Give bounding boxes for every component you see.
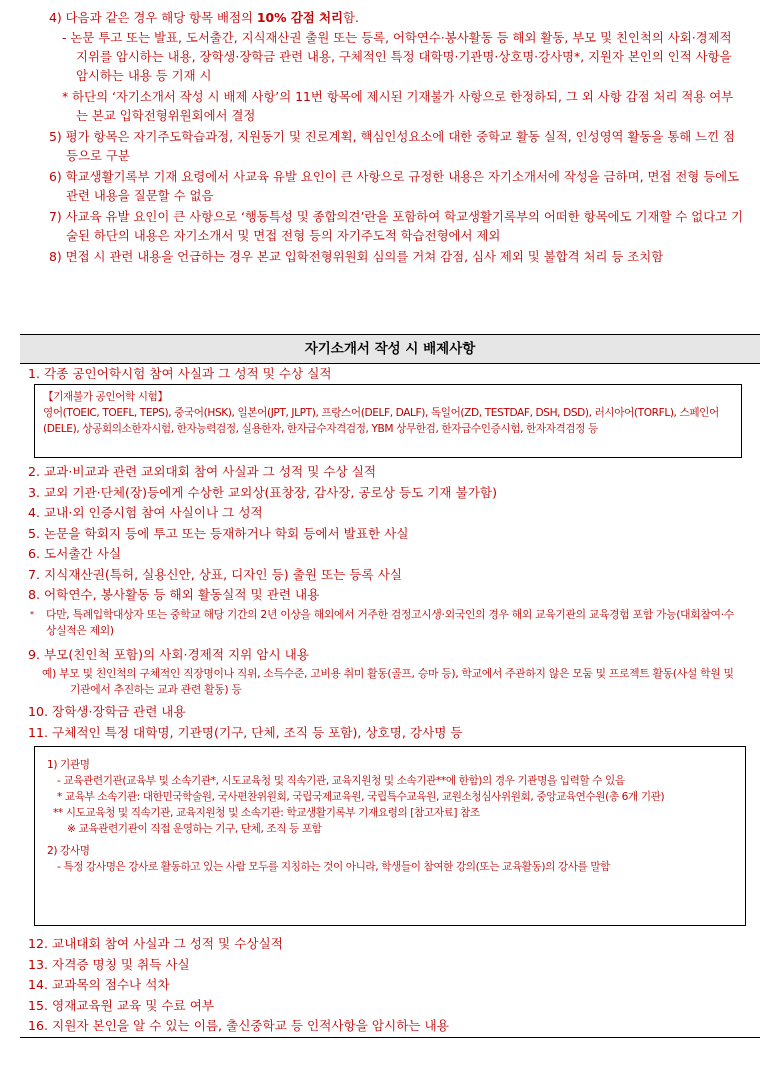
- list-item-6: 6. 도서출간 사실: [28, 546, 122, 561]
- list-item-8: 8. 어학연수, 봉사활동 등 해외 활동실적 및 관련 내용: [28, 587, 320, 602]
- instructor-heading: 2) 강사명: [47, 845, 90, 857]
- list-items-12-16: [28, 934, 748, 1036]
- list-items-2-8: [28, 462, 748, 605]
- section-title: 자기소개서 작성 시 배제사항: [20, 334, 760, 364]
- list-items-10-11: [28, 702, 748, 742]
- language-test-box: [34, 384, 742, 458]
- item-7: 7) 사교육 유발 요인이 큰 사항으로 ‘행동특성 및 종합의견’란을 포함하여 학교생활기록부의 어떠한 항목에도 기재할 수 없다고 기술된 하단의 내용은 자기소개서 및 면접 전형 등의 자기주도적 학습전형에서 제외: [49, 209, 744, 243]
- top-items: [36, 8, 744, 267]
- item-8: 8) 면접 시 관련 내용을 언급하는 경우 본교 입학전형위원회 심의를 거쳐 감점, 심사 제외 및 불합격 처리 등 조치함: [49, 249, 664, 264]
- list-item-1: 1. 각종 공인어학시험 참여 사실과 그 성적 및 수상 실적: [28, 366, 332, 381]
- list-item-11: 11. 구체적인 특정 대학명, 기관명(기구, 단체, 조직 등 포함), 상호명, 강사명 등: [28, 724, 463, 740]
- institution-note-a: - 교육관련기관(교육부 및 소속기관*, 시도교육청 및 직속기관, 교육지원청 및 소속기관**에 한함)의 경우 기관명을 입력할 수 있음: [57, 775, 625, 787]
- list-item-8-note-text: 다만, 특례입학대상자 또는 중학교 해당 기간의 2년 이상을 해외에서 거주한 검정고시생·외국인의 경우 해외 교육기관의 교육경험 포함 가능(대회참여·수상실적은 제외): [46, 608, 734, 637]
- language-test-box-body: 영어(TOEIC, TOEFL, TEPS), 중국어(HSK), 일본어(JPT, JLPT), 프랑스어(DELF, DALF), 독일어(ZD, TESTDAF, DSH, DSD), 러시아어(TORFL), 스페인어(DELE), 상공회의소한자시험, 한자능력검정, 실용한자, 한자급수자격검정, YBM 상무한검, 한자급수인증시험, 한자자격검정 등: [43, 407, 719, 435]
- item-4-note: * 하단의 ‘자기소개서 작성 시 배제 사항’의 11번 항목에 제시된 기재불가 사항으로 한정하되, 그 외 사항 감점 처리 적용 여부는 본교 입학전형위원회에서 결정: [62, 89, 734, 123]
- item-4-sub: - 논문 투고 또는 발표, 도서출간, 지식재산권 출원 또는 등록, 어학연수·봉사활동 등 해외 활동, 부모 및 친인척의 사회·경제적 지위를 암시하는 내용, 장학생·장학금 관련 내용, 구체적인 특정 대학명·기관명·상호명·강사명*, 지원자 본인의 인적 사항을 암시하는 내용 등 기재 시: [62, 30, 732, 83]
- list-item-13: 13. 자격증 명칭 및 취득 사실: [28, 956, 190, 972]
- list-item-2: 2. 교과·비교과 관련 교외대회 참여 사실과 그 성적 및 수상 실적: [28, 464, 377, 479]
- language-test-box-title: 【기재불가 공인어학 시험】: [43, 391, 168, 403]
- list-item-12: 12. 교내대회 참여 사실과 그 성적 및 수상실적: [28, 936, 283, 951]
- institution-heading: 1) 기관명: [47, 759, 90, 771]
- item-4-end: 함.: [343, 10, 359, 25]
- instructor-note: - 특정 강사명은 강사로 활동하고 있는 사람 모두를 지칭하는 것이 아니라, 학생들이 참여한 강의(또는 교육활동)의 강사를 말함: [57, 861, 611, 873]
- institution-note-c: ** 시도교육청 및 직속기관, 교육지원청 및 소속기관: 학교생활기록부 기재요령의 [참고자료] 참조: [53, 807, 480, 819]
- item-6: 6) 학교생활기록부 기재 요령에서 사교육 유발 요인이 큰 사항으로 규정한 내용은 자기소개서에 작성을 금하며, 면접 전형 등에도 관련 내용을 질문할 수 없음: [49, 169, 740, 203]
- list-item-4: 4. 교내·외 인증시험 참여 사실이나 그 성적: [28, 505, 263, 520]
- list-item-16: 16. 지원자 본인을 알 수 있는 이름, 출신중학교 등 인적사항을 암시하는 내용: [28, 1018, 449, 1033]
- institution-note-d: ※ 교육관련기관이 직접 운영하는 기구, 단체, 조직 등 포함: [67, 823, 322, 835]
- item-4-text: 4) 다음과 같은 경우 해당 항목 배점의: [49, 10, 257, 25]
- list-item-9: 9. 부모(친인척 포함)의 사회·경제적 지위 암시 내용: [28, 647, 310, 662]
- list-item-9-example: 예) 부모 및 친인척의 구체적인 직장명이나 직위, 소득수준, 고비용 취미 활동(골프, 승마 등), 학교에서 주관하지 않은 모둠 및 프로젝트 활동(사설 학원 및 기관에서 추진하는 교과 관련 활동) 등: [42, 667, 734, 696]
- list-item-14: 14. 교과목의 점수나 석차: [28, 977, 170, 992]
- list-item-10: 10. 장학생·장학금 관련 내용: [28, 704, 186, 719]
- list-item-15: 15. 영재교육원 교육 및 수료 여부: [28, 997, 215, 1013]
- list-item-8-note: * 다만, 특례입학대상자 또는 중학교 해당 기간의 2년 이상을 해외에서 거주한 검정고시생·외국인의 경우 해외 교육기관의 교육경험 포함 가능(대회참여·수상실적은 제외): [30, 608, 734, 637]
- list-item-3: 3. 교외 기관·단체(장)등에게 수상한 교외상(표창장, 감사장, 공로상 등도 기재 불가함): [28, 484, 498, 500]
- institution-note-b: * 교육부 소속기관: 대한민국학술원, 국사편찬위원회, 국립국제교육원, 국립특수교육원, 교원소청심사위원회, 중앙교육연수원(총 6개 기관): [57, 791, 665, 803]
- item-4: [36, 8, 744, 27]
- list-item-5: 5. 논문을 학회지 등에 투고 또는 등재하거나 학회 등에서 발표한 사실: [28, 525, 409, 541]
- list-item-7: 7. 지식재산권(특허, 실용신안, 상표, 디자인 등) 출원 또는 등록 사실: [28, 566, 403, 582]
- bottom-divider: [20, 1037, 760, 1038]
- institution-name-box: [34, 746, 746, 926]
- item-4-bold: 10% 감점 처리: [256, 10, 344, 25]
- item-5: 5) 평가 항목은 자기주도학습과정, 지원동기 및 진로계획, 핵심인성요소에 대한 중학교 활동 실적, 인성영역 활동을 통해 느낀 점 등으로 구분: [49, 129, 736, 163]
